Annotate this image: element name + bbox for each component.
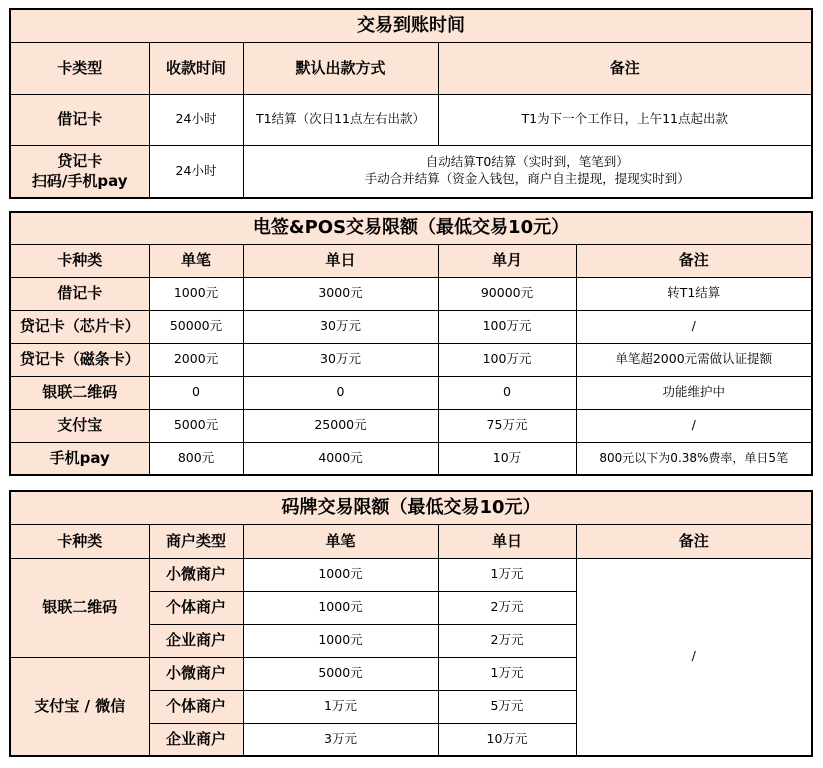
table-row xyxy=(10,94,812,145)
table-cell: T1为下一个工作日，上午11点起出款 xyxy=(438,94,812,145)
table-row xyxy=(10,145,812,198)
column-header: 收款时间 xyxy=(149,42,243,94)
table-cell: 1万元 xyxy=(438,558,576,591)
table-cell: 5万元 xyxy=(438,690,576,723)
table-cell: 功能维护中 xyxy=(576,376,812,409)
table-cell: 75万元 xyxy=(438,409,576,442)
pos-limit-table xyxy=(9,211,813,476)
table-row xyxy=(10,558,812,591)
table-cell: 30万元 xyxy=(243,343,438,376)
row-header: 贷记卡（磁条卡） xyxy=(10,343,149,376)
column-header: 卡种类 xyxy=(10,524,149,558)
column-header: 单月 xyxy=(438,244,576,277)
row-header: 支付宝 xyxy=(10,409,149,442)
table-cell: 1000元 xyxy=(149,277,243,310)
column-header: 备注 xyxy=(576,244,812,277)
table-cell: 100万元 xyxy=(438,343,576,376)
column-header: 卡种类 xyxy=(10,244,149,277)
table-cell: / xyxy=(576,310,812,343)
table-cell: 单笔超2000元需做认证提额 xyxy=(576,343,812,376)
note-cell: / xyxy=(576,558,812,756)
qr-limit-table xyxy=(9,490,813,757)
row-header-line: 贷记卡 xyxy=(57,152,103,170)
table-cell: T1结算（次日11点左右出款） xyxy=(243,94,438,145)
table-row xyxy=(10,442,812,475)
note-line: 自动结算T0结算（实时到，笔笔到） xyxy=(425,154,629,170)
table-cell: 1万元 xyxy=(243,690,438,723)
group-header: 银联二维码 xyxy=(10,558,149,657)
column-header: 默认出款方式 xyxy=(243,42,438,94)
table-row xyxy=(10,310,812,343)
merchant-type: 企业商户 xyxy=(149,723,243,756)
row-header: 借记卡 xyxy=(10,94,149,145)
table-cell: 25000元 xyxy=(243,409,438,442)
column-header: 备注 xyxy=(576,524,812,558)
column-header: 单笔 xyxy=(243,524,438,558)
row-header: 银联二维码 xyxy=(10,376,149,409)
table-cell: 1000元 xyxy=(243,624,438,657)
table-cell: 1000元 xyxy=(243,558,438,591)
table-cell: 2万元 xyxy=(438,624,576,657)
merchant-type: 个体商户 xyxy=(149,591,243,624)
column-header: 单笔 xyxy=(149,244,243,277)
table-cell: 800元 xyxy=(149,442,243,475)
group-header: 支付宝 / 微信 xyxy=(10,657,149,756)
column-header: 单日 xyxy=(243,244,438,277)
table-cell: 2万元 xyxy=(438,591,576,624)
table-row xyxy=(10,376,812,409)
merchant-type: 个体商户 xyxy=(149,690,243,723)
table-cell: 10万元 xyxy=(438,723,576,756)
row-header: 手机pay xyxy=(10,442,149,475)
table-title: 电签&POS交易限额（最低交易10元） xyxy=(10,212,812,244)
merchant-type: 企业商户 xyxy=(149,624,243,657)
table-cell: 24小时 xyxy=(149,94,243,145)
table-cell: / xyxy=(576,409,812,442)
table-cell: 5000元 xyxy=(149,409,243,442)
table-cell: 0 xyxy=(438,376,576,409)
table-cell: 100万元 xyxy=(438,310,576,343)
table-cell: 转T1结算 xyxy=(576,277,812,310)
table-title: 交易到账时间 xyxy=(10,9,812,42)
table-cell: 30万元 xyxy=(243,310,438,343)
table-cell: 50000元 xyxy=(149,310,243,343)
table-cell: 24小时 xyxy=(149,145,243,198)
table-cell: 800元以下为0.38%费率，单日5笔 xyxy=(576,442,812,475)
table-cell: 10万 xyxy=(438,442,576,475)
table-row xyxy=(10,343,812,376)
table-cell: 0 xyxy=(243,376,438,409)
table-cell: 3000元 xyxy=(243,277,438,310)
settlement-time-table xyxy=(9,8,813,199)
column-header: 商户类型 xyxy=(149,524,243,558)
table-row xyxy=(10,409,812,442)
table-cell xyxy=(243,145,812,198)
table-cell: 0 xyxy=(149,376,243,409)
row-header xyxy=(10,145,149,198)
table-cell: 5000元 xyxy=(243,657,438,690)
table-cell: 2000元 xyxy=(149,343,243,376)
table-cell: 4000元 xyxy=(243,442,438,475)
table-cell: 1000元 xyxy=(243,591,438,624)
table-row xyxy=(10,277,812,310)
table-cell: 90000元 xyxy=(438,277,576,310)
column-header: 备注 xyxy=(438,42,812,94)
row-header-line: 扫码/手机pay xyxy=(31,172,128,191)
note-line: 手动合并结算（资金入钱包，商户自主提现，提现实时到） xyxy=(364,171,690,187)
row-header: 贷记卡（芯片卡） xyxy=(10,310,149,343)
merchant-type: 小微商户 xyxy=(149,657,243,690)
table-cell: 1万元 xyxy=(438,657,576,690)
merchant-type: 小微商户 xyxy=(149,558,243,591)
column-header: 单日 xyxy=(438,524,576,558)
column-header: 卡类型 xyxy=(10,42,149,94)
row-header: 借记卡 xyxy=(10,277,149,310)
table-title: 码牌交易限额（最低交易10元） xyxy=(10,491,812,524)
table-cell: 3万元 xyxy=(243,723,438,756)
